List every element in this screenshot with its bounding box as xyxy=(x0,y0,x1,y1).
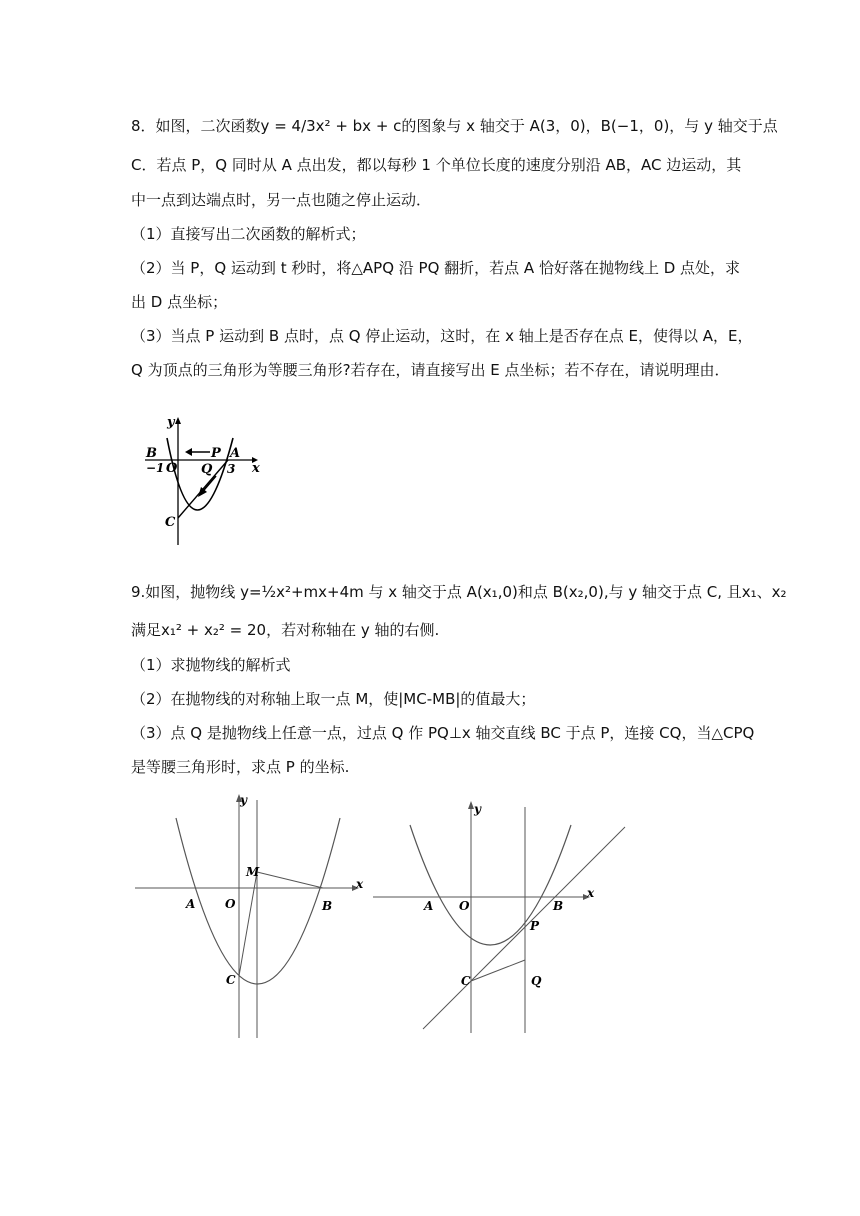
q9b-label-c: C xyxy=(461,974,471,988)
q8-part3-line2: Q 为顶点的三角形为等腰三角形?若存在，请直接写出 E 点坐标；若不存在，请说明理由． xyxy=(131,361,730,379)
q9b-line-cq xyxy=(471,960,525,981)
q8-label-q: Q xyxy=(201,462,213,477)
q8-stem-line1: 8．如图，二次函数y = 4/3x² + bx + c的图象与 x 轴交于 A(3，0)，B(−1，0)，与 y 轴交于点 xyxy=(131,117,778,135)
q9a-parabola xyxy=(176,818,340,984)
q9a-label-x: x xyxy=(356,877,364,891)
q8-q-arrow-shaft xyxy=(204,476,216,490)
q9b-label-q: Q xyxy=(531,974,542,988)
q9a-label-b: B xyxy=(322,899,333,913)
q8-p-arrow-icon xyxy=(185,448,192,456)
q9a-label-y: y xyxy=(240,793,247,807)
q8-y-arrow-icon xyxy=(175,417,181,424)
q9a-label-c: C xyxy=(226,973,236,987)
q8-part1: （1）直接写出二次函数的解析式； xyxy=(131,225,366,243)
q9-part3-line2: 是等腰三角形时，求点 P 的坐标. xyxy=(131,758,350,776)
q9a-label-a: A xyxy=(186,897,196,911)
q9b-label-x: x xyxy=(587,886,595,900)
q8-figure xyxy=(140,410,270,550)
q9b-line-bc xyxy=(423,827,625,1029)
q8-label-o: O xyxy=(166,461,178,476)
q9-part2: （2）在抛物线的对称轴上取一点 M，使|MC-MB|的值最大； xyxy=(131,690,536,708)
q9b-label-y: y xyxy=(474,802,481,816)
q9-figure-right xyxy=(370,795,630,1040)
q8-part2-line1: （2）当 P，Q 运动到 t 秒时，将△APQ 沿 PQ 翻折，若点 A 恰好落在抛物线上 D 点处，求 xyxy=(131,259,741,277)
q8-label-y: y xyxy=(167,415,175,430)
q8-stem-line3: 中一点到达端点时，另一点也随之停止运动． xyxy=(131,191,432,209)
q9b-label-a: A xyxy=(424,899,434,913)
q9b-label-p: P xyxy=(530,919,540,933)
q8-label-p: P xyxy=(211,446,221,461)
q9-part1: （1）求抛物线的解析式 xyxy=(131,656,291,674)
q8-label-b: B xyxy=(146,446,157,461)
q9-figure-left xyxy=(130,790,370,1040)
q9-stem-line1: 9.如图，抛物线 y=½x²+mx+4m 与 x 轴交于点 A(x₁,0)和点 B(x₂,0),与 y 轴交于点 C, 且x₁、x₂ xyxy=(131,583,787,601)
q8-part3-line1: （3）当点 P 运动到 B 点时，点 Q 停止运动，这时，在 x 轴上是否存在点 E，使得以 A，E， xyxy=(131,327,753,345)
q9-part3-line1: （3）点 Q 是抛物线上任意一点，过点 Q 作 PQ⊥x 轴交直线 BC 于点 P，连接 CQ，当△CPQ xyxy=(131,724,755,742)
q8-label-x: x xyxy=(252,461,260,476)
q8-label-3: 3 xyxy=(227,462,236,476)
q9a-label-m: M xyxy=(246,865,260,879)
q9a-line-mb xyxy=(257,872,323,888)
q9b-parabola xyxy=(410,825,571,945)
q8-label-a: A xyxy=(230,446,241,461)
q8-stem-line2: C．若点 P，Q 同时从 A 点出发，都以每秒 1 个单位长度的速度分别沿 AB，AC 边运动，其 xyxy=(131,156,742,174)
q8-label-neg1: −1 xyxy=(146,461,165,475)
q9a-label-o: O xyxy=(225,897,236,911)
q9-stem-line2: 满足x₁² + x₂² = 20，若对称轴在 y 轴的右侧. xyxy=(131,621,440,639)
q8-label-c: C xyxy=(165,515,176,530)
q9b-label-b: B xyxy=(553,899,564,913)
q8-part2-line2: 出 D 点坐标； xyxy=(131,293,228,311)
q9b-label-o: O xyxy=(459,899,470,913)
